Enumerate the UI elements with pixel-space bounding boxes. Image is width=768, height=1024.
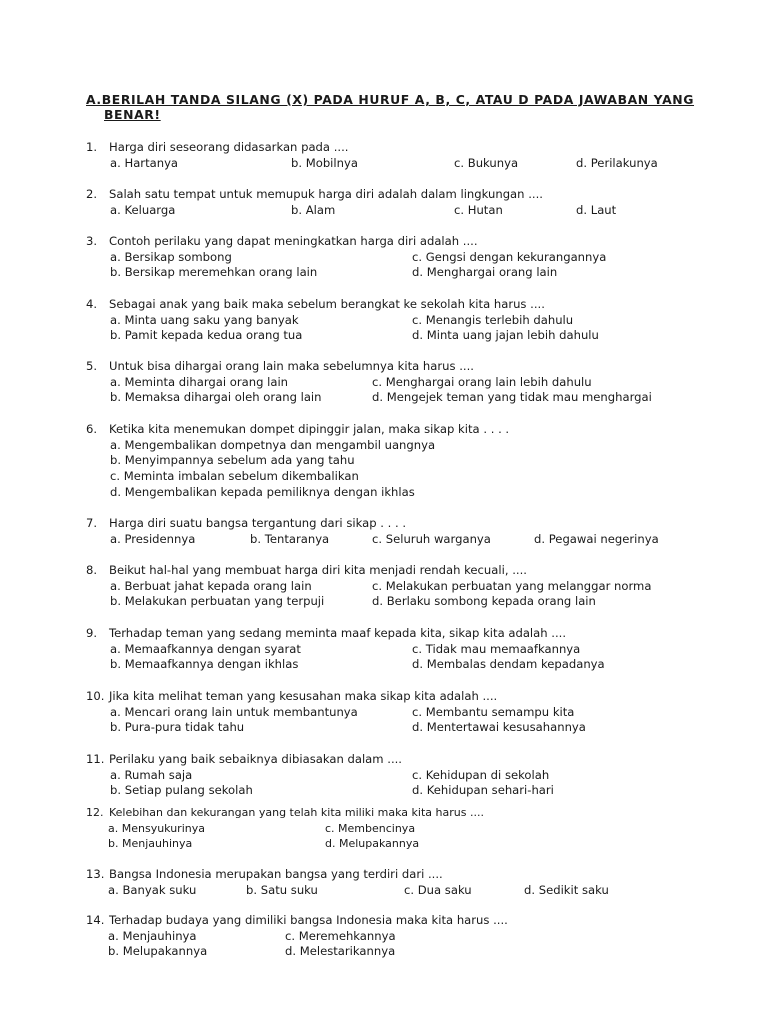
option-d: d. Pegawai negerinya [534, 531, 659, 546]
option-b: b. Pura-pura tidak tahu [110, 720, 245, 735]
option-d: d. Kehidupan sehari-hari [412, 783, 554, 798]
question-number: 11. [86, 752, 105, 766]
option-a: a. Berbuat jahat kepada orang lain [110, 578, 312, 593]
option-a: a. Rumah saja [110, 767, 193, 782]
question-text: Terhadap teman yang sedang meminta maaf kepada kita, sikap kita adalah .... [109, 626, 567, 640]
option-d: d. Laut [576, 202, 617, 217]
option-c: c. Dua saku [404, 882, 472, 897]
question-6 [86, 422, 746, 500]
option-a: a. Hartanya [110, 155, 179, 170]
option-a: a. Presidennya [110, 531, 196, 546]
option-d: d. Menghargai orang lain [412, 265, 558, 280]
option-d: d. Membalas dendam kepadanya [412, 657, 605, 672]
option-d: d. Sedikit saku [524, 882, 609, 897]
option-d: d. Berlaku sombong kepada orang lain [372, 594, 596, 609]
question-text: Perilaku yang baik sebaiknya dibiasakan dalam .... [109, 752, 402, 766]
option-a: a. Keluarga [110, 202, 176, 217]
option-a: a. Mensyukurinya [108, 821, 205, 835]
question-number: 1. [86, 140, 98, 154]
option-a: a. Menjauhinya [108, 928, 197, 943]
option-c: c. Gengsi dengan kekurangannya [412, 249, 607, 264]
question-text: Bangsa Indonesia merupakan bangsa yang terdiri dari .... [109, 867, 443, 881]
option-a: a. Meminta dihargai orang lain [110, 374, 289, 389]
question-text: Salah satu tempat untuk memupuk harga diri adalah dalam lingkungan .... [109, 187, 543, 201]
question-number: 8. [86, 563, 98, 577]
question-text: Untuk bisa dihargai orang lain maka sebelumnya kita harus .... [109, 359, 474, 373]
question-11 [86, 752, 746, 799]
option-d: d. Mentertawai kesusahannya [412, 720, 586, 735]
question-text: Sebagai anak yang baik maka sebelum berangkat ke sekolah kita harus .... [109, 297, 545, 311]
option-b: b. Satu suku [246, 882, 318, 897]
question-1 [86, 140, 746, 171]
question-text: Terhadap budaya yang dimiliki bangsa Indonesia maka kita harus .... [109, 913, 508, 927]
question-number: 7. [86, 516, 98, 530]
option-b: b. Memaksa dihargai oleh orang lain [110, 390, 322, 405]
option-b: b. Melupakannya [108, 944, 208, 959]
question-text: Harga diri suatu bangsa tergantung dari sikap . . . . [109, 516, 407, 530]
question-number: 3. [86, 234, 98, 248]
question-text: Beikut hal-hal yang membuat harga diri kita menjadi rendah kecuali, .... [109, 563, 527, 577]
option-d: d. Mengembalikan kepada pemiliknya dengan ikhlas [110, 484, 415, 499]
question-number: 4. [86, 297, 98, 311]
option-b: b. Menyimpannya sebelum ada yang tahu [110, 453, 355, 468]
option-a: a. Mengembalikan dompetnya dan mengambil uangnya [110, 437, 436, 452]
question-number: 5. [86, 359, 98, 373]
option-d: d. Melupakannya [325, 837, 420, 851]
question-4 [86, 297, 746, 344]
option-b: b. Pamit kepada kedua orang tua [110, 328, 303, 343]
question-8 [86, 563, 746, 610]
question-number: 14. [86, 913, 105, 927]
option-a: a. Mencari orang lain untuk membantunya [110, 704, 358, 719]
option-c: c. Bukunya [454, 155, 519, 170]
question-number: 12. [86, 806, 104, 819]
option-a: a. Minta uang saku yang banyak [110, 312, 299, 327]
option-d: d. Minta uang jajan lebih dahulu [412, 328, 599, 343]
option-b: b. Mobilnya [291, 155, 358, 170]
option-d: d. Mengejek teman yang tidak mau menghargai [372, 390, 652, 405]
question-text: Kelebihan dan kekurangan yang telah kita miliki maka kita harus .... [109, 806, 484, 819]
question-number: 6. [86, 422, 98, 436]
question-14 [86, 913, 746, 960]
question-3 [86, 234, 746, 281]
option-c: c. Melakukan perbuatan yang melanggar norma [372, 578, 652, 593]
option-b: b. Bersikap meremehkan orang lain [110, 265, 318, 280]
option-c: c. Hutan [454, 202, 503, 217]
heading-line-2: BENAR! [104, 107, 161, 122]
question-text: Ketika kita menemukan dompet dipinggir jalan, maka sikap kita . . . . [109, 422, 510, 436]
option-c: c. Seluruh warganya [372, 531, 491, 546]
option-c: c. Meminta imbalan sebelum dikembalikan [110, 469, 359, 484]
question-text: Contoh perilaku yang dapat meningkatkan harga diri adalah .... [109, 234, 478, 248]
option-c: c. Membencinya [325, 821, 416, 835]
question-12 [86, 805, 746, 852]
option-c: c. Menghargai orang lain lebih dahulu [372, 374, 592, 389]
question-5 [86, 359, 746, 406]
option-c: c. Tidak mau memaafkannya [412, 641, 581, 656]
option-b: b. Melakukan perbuatan yang terpuji [110, 594, 325, 609]
section-heading [86, 92, 696, 122]
question-number: 9. [86, 626, 98, 640]
question-10 [86, 689, 746, 736]
option-b: b. Tentaranya [250, 531, 330, 546]
option-b: b. Menjauhinya [108, 837, 193, 851]
option-b: b. Alam [291, 202, 336, 217]
option-c: c. Menangis terlebih dahulu [412, 312, 574, 327]
option-a: a. Bersikap sombong [110, 249, 232, 264]
question-13 [86, 867, 746, 898]
question-text: Harga diri seseorang didasarkan pada .... [109, 140, 349, 154]
heading-line-1: A.BERILAH TANDA SILANG (X) PADA HURUF A, B, C, ATAU D PADA JAWABAN YANG [86, 92, 695, 107]
option-c: c. Membantu semampu kita [412, 704, 575, 719]
question-number: 13. [86, 867, 105, 881]
option-a: a. Banyak suku [108, 882, 197, 897]
question-7 [86, 516, 746, 547]
option-d: d. Perilakunya [576, 155, 658, 170]
option-d: d. Melestarikannya [285, 944, 396, 959]
option-a: a. Memaafkannya dengan syarat [110, 641, 301, 656]
option-c: c. Kehidupan di sekolah [412, 767, 550, 782]
question-9 [86, 626, 746, 673]
option-b: b. Memaafkannya dengan ikhlas [110, 657, 299, 672]
question-text: Jika kita melihat teman yang kesusahan maka sikap kita adalah .... [109, 689, 498, 703]
question-2 [86, 187, 746, 218]
option-b: b. Setiap pulang sekolah [110, 783, 253, 798]
question-number: 10. [86, 689, 105, 703]
option-c: c. Meremehkannya [285, 928, 396, 943]
question-number: 2. [86, 187, 98, 201]
